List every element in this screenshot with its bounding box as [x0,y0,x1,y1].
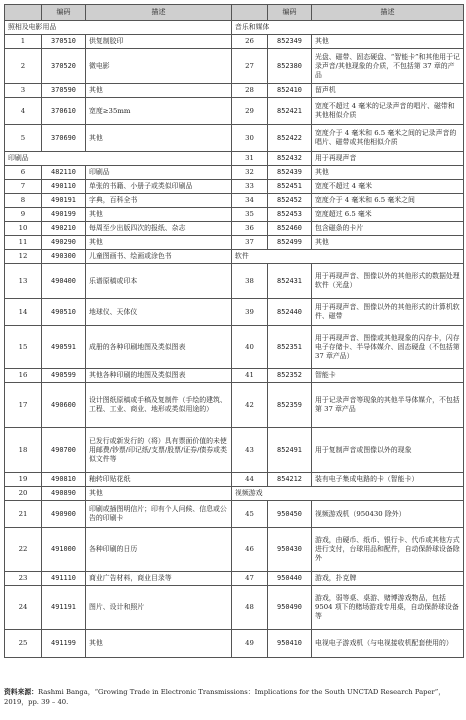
hs-code: 852451 [268,180,312,194]
description: 用于记录声音等现象的其他半导体媒介，不包括第 37 章产品 [312,383,464,428]
table-row [5,84,464,98]
description: 宽度介于 4 毫米和 6.5 毫米之间 [312,194,464,208]
description: 用于复制声音或图像以外的现象 [312,428,464,473]
table-row [5,528,464,572]
table-row [5,473,464,487]
hs-code: 490890 [42,487,86,501]
hs-code: 852359 [268,383,312,428]
row-number: 30 [232,125,268,152]
description: 宽度超过 6.5 毫米 [312,208,464,222]
row-number: 13 [5,264,42,299]
row-number: 27 [232,49,268,84]
hs-code: 490599 [42,369,86,383]
table-row [5,299,464,326]
source-note [4,687,460,707]
row-number: 2 [5,49,42,84]
table-row [5,208,464,222]
table-row [5,428,464,473]
description: 其他 [312,35,464,49]
hs-code: 852351 [268,326,312,369]
hs-code: 490400 [42,264,86,299]
row-number: 4 [5,98,42,125]
header-row [5,5,464,21]
table-row [5,369,464,383]
description: 其他 [86,84,232,98]
row-number: 35 [232,208,268,222]
row-number: 49 [232,630,268,658]
hs-code: 852453 [268,208,312,222]
hs-code: 491199 [42,630,86,658]
hs-code: 490300 [42,250,86,264]
hs-code: 950490 [268,586,312,630]
description: 游戏，由硬币、纸币、银行卡、代币或其他方式进行支付，台球用品和配件，自动保龄球设备除外 [312,528,464,572]
hs-code: 491191 [42,586,86,630]
hs-code: 490591 [42,326,86,369]
row-number: 25 [5,630,42,658]
hs-code: 950450 [268,501,312,528]
hs-code: 950440 [268,572,312,586]
description: 宽度不超过 4 毫米的记录声音的唱片、磁带和其他相似介质 [312,98,464,125]
hs-code: 950430 [268,528,312,572]
hs-code: 852440 [268,299,312,326]
description: 其他各种印刷的地图及类似图表 [86,369,232,383]
hs-code: 852460 [268,222,312,236]
row-number: 41 [232,369,268,383]
row-number: 15 [5,326,42,369]
hs-code: 854212 [268,473,312,487]
description: 印刷品 [86,166,232,180]
section-header: 印刷品 [5,152,232,166]
header-code-left: 编码 [42,5,86,21]
source-text: Rashmi Banga，“Growing Trade in Electronic Transmissions：Implications for the South UNCTAD Research Paper”，2019，pp. 39 – 40. [4,688,446,706]
hs-code: 490210 [42,222,86,236]
description: 留声机 [312,84,464,98]
row-number: 42 [232,383,268,428]
table-row [5,572,464,586]
hs-code-table [4,4,464,658]
table-row [5,222,464,236]
description: 视频游戏机（950430 除外） [312,501,464,528]
description: 其他 [86,125,232,152]
description: 用于再现声音 [312,152,464,166]
row-number: 8 [5,194,42,208]
description: 乐谱原稿或印本 [86,264,232,299]
description: 地球仪、天体仪 [86,299,232,326]
hs-code: 370590 [42,84,86,98]
description: 用于再现声音、图像以外的其他形式的计算机软件、磁带 [312,299,464,326]
row-number: 47 [232,572,268,586]
hs-code: 852380 [268,49,312,84]
table-row [5,180,464,194]
row-number: 45 [232,501,268,528]
table-row [5,166,464,180]
row-number: 31 [232,152,268,166]
description: 装有电子集成电路的卡（智能卡） [312,473,464,487]
hs-code: 852491 [268,428,312,473]
row-number: 16 [5,369,42,383]
table-row [5,49,464,84]
hs-code: 852499 [268,236,312,250]
row-number: 6 [5,166,42,180]
row-number: 5 [5,125,42,152]
row-number: 43 [232,428,268,473]
hs-code: 852352 [268,369,312,383]
row-number: 12 [5,250,42,264]
description: 其他 [86,236,232,250]
description: 其他 [86,630,232,658]
row-number: 7 [5,180,42,194]
description: 已发行或新发行的（将）具有票面价值的未使用邮费/钞票/印记纸/支票/股票/证券/债券或类似文件等 [86,428,232,473]
row-number: 48 [232,586,268,630]
section-header: 音乐和媒体 [232,21,464,35]
description: 釉转印贴花纸 [86,473,232,487]
table-row [5,21,464,35]
hs-code: 490700 [42,428,86,473]
description: 商业广告材料，商业目录等 [86,572,232,586]
row-number: 23 [5,572,42,586]
hs-code: 852410 [268,84,312,98]
row-number: 11 [5,236,42,250]
header-no-right [232,5,268,21]
hs-code: 370610 [42,98,86,125]
description: 成册的各种印刷地图及类似图表 [86,326,232,369]
description: 游戏，扑克牌 [312,572,464,586]
description: 各种印刷的日历 [86,528,232,572]
source-label: 资料来源： [4,688,38,696]
section-header: 软件 [232,250,464,264]
row-number: 36 [232,222,268,236]
section-header: 照相及电影用品 [5,21,232,35]
table-row [5,98,464,125]
header-desc-left: 描述 [86,5,232,21]
row-number: 29 [232,98,268,125]
hs-code: 852431 [268,264,312,299]
row-number: 44 [232,473,268,487]
hs-code: 482110 [42,166,86,180]
hs-code: 491000 [42,528,86,572]
row-number: 46 [232,528,268,572]
row-number: 40 [232,326,268,369]
header-code-right: 编码 [268,5,312,21]
section-header: 视频游戏 [232,487,464,501]
table-row [5,250,464,264]
row-number: 24 [5,586,42,630]
table-row [5,630,464,658]
description: 用于再现声音、图像或其他现象的闪存卡，闪存电子存储卡、半导体媒介、固态硬盘（不包括第 37 章产品） [312,326,464,369]
description: 其他 [312,236,464,250]
row-number: 21 [5,501,42,528]
description: 单张的书籍、小册子或类似印刷品 [86,180,232,194]
row-number: 22 [5,528,42,572]
hs-code: 852439 [268,166,312,180]
row-number: 34 [232,194,268,208]
description: 其他 [312,166,464,180]
table-row [5,35,464,49]
description: 其他 [86,208,232,222]
header-desc-right: 描述 [312,5,464,21]
description: 字典，百科全书 [86,194,232,208]
hs-code: 490600 [42,383,86,428]
description: 光盘、磁带、固态硬盘、“智能卡”和其他用于记录声音/其他现象的介质，不包括第 37 章的产品 [312,49,464,84]
hs-code: 490110 [42,180,86,194]
hs-code: 490810 [42,473,86,487]
hs-code: 852421 [268,98,312,125]
table-row [5,236,464,250]
row-number: 19 [5,473,42,487]
table-row [5,383,464,428]
hs-code: 490191 [42,194,86,208]
description: 电视电子游戏机（与电视接收机配套使用的） [312,630,464,658]
table-row [5,125,464,152]
row-number: 18 [5,428,42,473]
description: 用于再现声音、图像以外的其他形式的数据处理软件（光盘） [312,264,464,299]
hs-code: 491110 [42,572,86,586]
row-number: 32 [232,166,268,180]
hs-code: 370690 [42,125,86,152]
hs-code: 370510 [42,35,86,49]
hs-code: 950410 [268,630,312,658]
description: 智能卡 [312,369,464,383]
hs-code: 852422 [268,125,312,152]
description: 其他 [86,487,232,501]
row-number: 28 [232,84,268,98]
hs-code: 490900 [42,501,86,528]
description: 宽度≥35mm [86,98,232,125]
table-row [5,152,464,166]
table-row [5,326,464,369]
description: 宽度介于 4 毫米和 6.5 毫米之间的记录声音的唱片、磁带或其他相似介质 [312,125,464,152]
row-number: 17 [5,383,42,428]
table-row [5,194,464,208]
description: 每周至少出版四次的报纸、杂志 [86,222,232,236]
hs-code: 852349 [268,35,312,49]
row-number: 9 [5,208,42,222]
table-row [5,501,464,528]
row-number: 1 [5,35,42,49]
row-number: 39 [232,299,268,326]
row-number: 33 [232,180,268,194]
description: 微电影 [86,49,232,84]
table-row [5,264,464,299]
hs-code: 490290 [42,236,86,250]
row-number: 37 [232,236,268,250]
description: 供复制胶印 [86,35,232,49]
hs-code: 490510 [42,299,86,326]
hs-code: 852452 [268,194,312,208]
row-number: 14 [5,299,42,326]
description: 儿童图画书、绘画或涂色书 [86,250,232,264]
hs-code: 852432 [268,152,312,166]
description: 游戏，弱等桌、桌游、赌博游戏物品，包括 9504 项下的赌场游戏专用桌，自动保龄球设备等 [312,586,464,630]
table-row [5,586,464,630]
description: 宽度不超过 4 毫米 [312,180,464,194]
description: 图片、设计和照片 [86,586,232,630]
table-body [5,21,464,658]
table-row [5,487,464,501]
row-number: 20 [5,487,42,501]
row-number: 26 [232,35,268,49]
hs-code: 490199 [42,208,86,222]
row-number: 3 [5,84,42,98]
row-number: 38 [232,264,268,299]
row-number: 10 [5,222,42,236]
hs-code: 370520 [42,49,86,84]
description: 包含磁条的卡片 [312,222,464,236]
description: 设计图纸原稿或手稿及复制件（手绘的建筑、工程、工业、商业、地形或类似用途的） [86,383,232,428]
description: 印刷或插图明信片；印有个人问候、信息或公告的印刷卡 [86,501,232,528]
header-no-left [5,5,42,21]
